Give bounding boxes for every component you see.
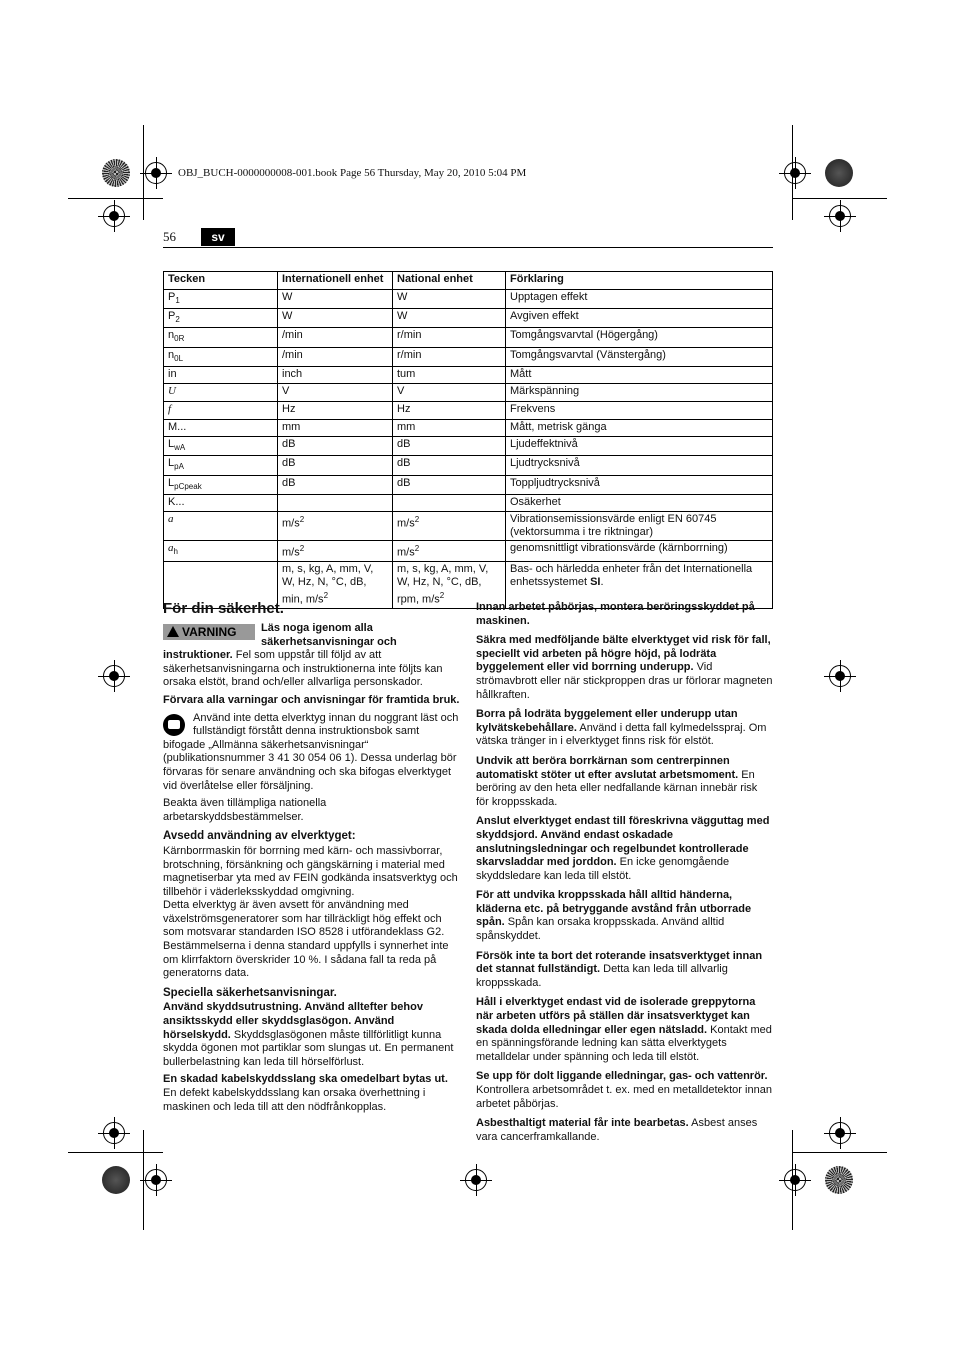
- intl-unit-cell: m, s, kg, A, mm, V, W, Hz, N, °C, dB, min, $m/s^2$: [278, 561, 393, 608]
- intended-use-title: Avsedd användning av elverktyget:: [163, 830, 356, 843]
- description-cell: Frekvens: [506, 401, 773, 419]
- intended-use-text: Kärnborrmaskin för borrning med kärn- och massivborrar, brotschning, försänkning och gängskärning i material med magnetiserbar yta med av FEIN godkända insatsverktyg och tillbehör i väderleksskyddad omgivning.: [163, 844, 458, 898]
- safety-item: För att undvika kroppsskada håll alltid händerna, kläderna etc. på betryggande avstånd från utborrade spån. Spån kan orsaka kroppsskada. Använd alltid spånskyddet.: [476, 889, 752, 943]
- keep-instructions: Förvara alla varningar och anvisningar för framtida bruk.: [163, 693, 460, 706]
- crop-mark: [68, 1152, 163, 1153]
- units-table: [163, 271, 773, 609]
- symbol-cell: f: [164, 401, 278, 419]
- intl-unit-cell: Hz: [278, 401, 393, 419]
- header-rule: [163, 247, 773, 248]
- registration-target-icon: [465, 1169, 487, 1191]
- description-cell: Vibrationsemissionsvärde enligt EN 60745 (vektorsumma i tre riktningar): [506, 512, 773, 541]
- registration-target-icon: [784, 162, 806, 184]
- warning-triangle-icon: [167, 626, 179, 637]
- registration-target-icon: [829, 665, 851, 687]
- nat-unit-cell: mm: [393, 419, 506, 437]
- safety-item: Undvik att beröra borrkärnan som centrerpinnen automatiskt stöter ut efter avslutat arbetsmoment. En beröring av den heta eller nedfallande kärnan innebär risk för kroppsskada.: [476, 754, 758, 808]
- crop-mark: [792, 198, 887, 199]
- nat-unit-cell: W: [393, 290, 506, 309]
- table-row: [164, 401, 773, 419]
- column-header: Internationell enhet: [278, 272, 393, 290]
- intl-unit-cell: dB: [278, 437, 393, 456]
- read-manual-icon: [163, 714, 185, 736]
- symbol-cell: $a_h$: [164, 541, 278, 562]
- description-cell: Mått, metrisk gänga: [506, 419, 773, 437]
- registration-wheel-icon: [102, 159, 130, 187]
- nat-unit-cell: m, s, kg, A, mm, V, W, Hz, N, °C, dB, rpm, $m/s^2$: [393, 561, 506, 608]
- table-row: [164, 475, 773, 494]
- symbol-cell: $L_{pCpeak}$: [164, 475, 278, 494]
- symbol-cell: a: [164, 512, 278, 541]
- national-regulations: Beakta även tillämpliga nationella arbetarskyddsbestämmelser.: [163, 797, 327, 823]
- safety-item: Använd skyddsutrustning. Använd alltefter behov ansiktsskydd eller skyddsglasögon. Använd hörselskydd. Skyddsglasögonen måste tillförlitligt kunna skydda ögonen mot partiklar som slungas ut. En permanent bullerbelastning kan leda till hörselförlust.: [163, 1001, 454, 1068]
- safety-item: Försök inte ta bort det roterande insatsverktyget innan det stannat fullständigt. Detta kan leda till allvarlig kroppsskada.: [476, 949, 763, 989]
- registration-target-icon: [103, 665, 125, 687]
- registration-target-icon: [103, 205, 125, 227]
- symbol-cell: $P_2$: [164, 309, 278, 328]
- safety-item: Se upp för dolt liggande elledningar, gas- och vattenrör. Kontrollera arbetsområdet t. ex. med en metalldetektor innan arbetet påbörjas.: [476, 1070, 772, 1110]
- registration-wheel-icon: [825, 1166, 853, 1194]
- warning-paragraph: VARNING Läs noga igenom alla säkerhetsanvisningar och instruktioner. Fel som uppstår till följd av att säkerhetsanvisningarna och instruktionerna inte följts kan orsaka elstöt, brand och/eller allvarliga personskador.: [163, 622, 443, 689]
- table-row: [164, 328, 773, 347]
- nat-unit-cell: $m/s^2$: [393, 512, 506, 541]
- description-cell: Tomgångsvarvtal (Vänstergång): [506, 347, 773, 366]
- left-column: [163, 600, 460, 1118]
- safety-item: Borra på lodräta byggelement eller underupp utan kylvätskebehållare. Använd i detta fall kylmedelsspraj. Om vätska tränger in i elverktyget finns risk för elstöt.: [476, 708, 767, 748]
- symbol-cell: $n_{0R}$: [164, 328, 278, 347]
- special-safety-title: Speciella säkerhetsanvisningar.: [163, 986, 337, 999]
- description-cell: Toppljudtrycksnivå: [506, 475, 773, 494]
- generator-text: Detta elverktyg är även avsett för användning med växelströmsgeneratorer som har tillräckligt hög effekt och som motsvarar standarden ISO 8528 i utförandeklass G2. Bestämmelserna i denna standard uppfylls i synnerhet inte om klirrfaktorn överskrider 10 %. I sådana fall ta reda på generatorns data.: [163, 899, 449, 980]
- table-row: [164, 456, 773, 475]
- description-cell: Ljudeffektnivå: [506, 437, 773, 456]
- symbol-cell: $n_{0L}$: [164, 347, 278, 366]
- safety-item: Anslut elverktyget endast till föreskrivna vägguttag med skyddsjord. Använd endast oskadade anslutningsledningar och regelbundet kontrollerade skarvsladdar med jorddon. En icke genomgående skyddsledare kan leda till elstöt.: [476, 815, 770, 882]
- column-header: Tecken: [164, 272, 278, 290]
- symbol-cell: in: [164, 366, 278, 384]
- symbol-cell: U: [164, 384, 278, 402]
- intl-unit-cell: W: [278, 290, 393, 309]
- table-header-row: [164, 272, 773, 290]
- warning-badge: VARNING: [163, 624, 255, 640]
- intl-unit-cell: inch: [278, 366, 393, 384]
- symbol-cell: M...: [164, 419, 278, 437]
- intl-unit-cell: mm: [278, 419, 393, 437]
- intl-unit-cell: dB: [278, 456, 393, 475]
- description-cell: Upptagen effekt: [506, 290, 773, 309]
- nat-unit-cell: W: [393, 309, 506, 328]
- table-row: [164, 384, 773, 402]
- intl-unit-cell: W: [278, 309, 393, 328]
- symbol-cell: $L_{pA}$: [164, 456, 278, 475]
- language-badge: sv: [201, 228, 235, 246]
- safety-item: En skadad kabelskyddsslang ska omedelbart bytas ut. En defekt kabelskyddsslang kan orsaka överhettning i maskinen och leda till att den nödfrånkopplas.: [163, 1073, 448, 1113]
- intl-unit-cell: [278, 494, 393, 512]
- registration-wheel-icon: [102, 1166, 130, 1194]
- description-cell: Osäkerhet: [506, 494, 773, 512]
- nat-unit-cell: V: [393, 384, 506, 402]
- description-cell: Bas- och härledda enheter från det Internationella enhetssystemet SI.: [506, 561, 773, 608]
- nat-unit-cell: dB: [393, 456, 506, 475]
- right-column: [476, 601, 773, 1150]
- table-row: [164, 309, 773, 328]
- intl-unit-cell: dB: [278, 475, 393, 494]
- table-row: [164, 512, 773, 541]
- description-cell: Tomgångsvarvtal (Högergång): [506, 328, 773, 347]
- description-cell: genomsnittligt vibrationsvärde (kärnborrning): [506, 541, 773, 562]
- section-title: För din säkerhet.: [163, 600, 284, 617]
- safety-item: Håll i elverktyget endast vid de isolerade greppytorna när arbeten utförs på ställen där insatsverktyget kan skada dolda elledningar eller egen nätsladd. Kontakt med en spänningsförande ledning kan sätta elverktygets metalldelar under spänning och leda till elstöt.: [476, 996, 772, 1063]
- registration-target-icon: [145, 1169, 167, 1191]
- description-cell: Ljudtrycksnivå: [506, 456, 773, 475]
- registration-target-icon: [145, 162, 167, 184]
- column-header: National enhet: [393, 272, 506, 290]
- description-cell: Avgiven effekt: [506, 309, 773, 328]
- symbol-cell: $L_{wA}$: [164, 437, 278, 456]
- registration-target-icon: [829, 205, 851, 227]
- nat-unit-cell: $m/s^2$: [393, 541, 506, 562]
- safety-item: Asbesthaltigt material får inte bearbetas. Asbest anses vara cancerframkallande.: [476, 1117, 758, 1143]
- nat-unit-cell: dB: [393, 475, 506, 494]
- intl-unit-cell: V: [278, 384, 393, 402]
- intl-unit-cell: /min: [278, 347, 393, 366]
- nat-unit-cell: tum: [393, 366, 506, 384]
- nat-unit-cell: r/min: [393, 328, 506, 347]
- table-row: [164, 290, 773, 309]
- symbol-cell: $P_1$: [164, 290, 278, 309]
- table-row: [164, 366, 773, 384]
- safety-item: Säkra med medföljande bälte elverktyget vid risk för fall, speciellt vid arbeten på högre höjd, på lodräta byggelement eller vid borrning underupp. Vid strömavbrott eller när stickproppen dras ur förlorar magneten hållkraften.: [476, 634, 773, 701]
- description-cell: Mått: [506, 366, 773, 384]
- crop-mark: [792, 1152, 887, 1153]
- table-row: [164, 541, 773, 562]
- nat-unit-cell: [393, 494, 506, 512]
- registration-target-icon: [784, 1169, 806, 1191]
- table-row: [164, 419, 773, 437]
- registration-wheel-icon: [825, 159, 853, 187]
- table-row: [164, 437, 773, 456]
- nat-unit-cell: r/min: [393, 347, 506, 366]
- nat-unit-cell: dB: [393, 437, 506, 456]
- intl-unit-cell: $m/s^2$: [278, 512, 393, 541]
- nat-unit-cell: Hz: [393, 401, 506, 419]
- registration-target-icon: [829, 1122, 851, 1144]
- crop-mark: [68, 198, 163, 199]
- page-number: 56: [163, 229, 176, 244]
- table-row: [164, 494, 773, 512]
- intl-unit-cell: $m/s^2$: [278, 541, 393, 562]
- symbol-cell: K...: [164, 494, 278, 512]
- description-cell: Märkspänning: [506, 384, 773, 402]
- file-info: OBJ_BUCH-0000000008-001.book Page 56 Thursday, May 20, 2010 5:04 PM: [178, 167, 527, 179]
- table-row: [164, 347, 773, 366]
- column-header: Förklaring: [506, 272, 773, 290]
- registration-target-icon: [103, 1122, 125, 1144]
- intl-unit-cell: /min: [278, 328, 393, 347]
- read-manual-paragraph: Använd inte detta elverktyg innan du noggrant läst och fullständigt förstått denna instruktionsbok samt bifogade „Allmänna säkerhetsanvisningar“ (publikationsnummer 3 41 30 054 06 1). Dessa underlag bör förvaras för senare användning och ska bifogas elverktyget vid överlåtelse eller försäljning.: [163, 711, 459, 792]
- safety-item: Innan arbetet påbörjas, montera beröringsskyddet på maskinen.: [476, 601, 755, 627]
